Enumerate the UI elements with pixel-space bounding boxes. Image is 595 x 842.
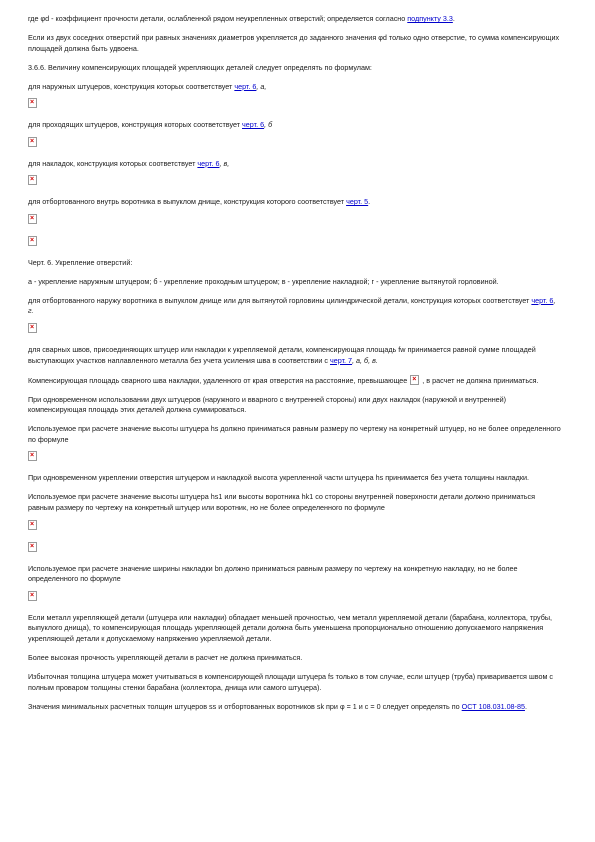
document-body (28, 14, 562, 720)
text: , а, б, в. (352, 355, 378, 365)
broken-image-icon: × (28, 542, 37, 552)
text: , а, (256, 81, 267, 91)
broken-image-icon: × (28, 323, 37, 333)
broken-image-icon: × (28, 214, 37, 224)
paragraph-min-thickness (28, 702, 562, 713)
text: . (524, 701, 527, 711)
text: для накладок, конструкция которых соответствует (28, 158, 196, 168)
link-drawing-7[interactable]: черт. 7 (329, 355, 353, 365)
text: , б (264, 120, 273, 130)
broken-image-icon: × (410, 375, 419, 385)
paragraph-nozzle-and-pad: При одновременном укреплении отверстия штуцером и накладкой высота укрепленной части штуцера hs принимается без учета толщины накладки. (28, 473, 530, 483)
paragraph-adjacent-holes: Если из двух соседних отверстий при равных значениях диаметров укрепляется до заданного значения φd только одно отверстие, то сумма компенсирующих площадей должна быть удвоена. (28, 32, 560, 53)
text: для сварных швов, присоединяющих штуцер или накладки к укрепляемой детали, компенсирующая площадь fw принимается равной сумме площадей выступающих участков наплавленного металла без учета усиления шва в соответствии с (28, 345, 536, 365)
paragraph-external-nozzles (28, 82, 562, 93)
paragraph-pad-weld-area (28, 375, 562, 387)
paragraph-clause-3-6-6: 3.6.6. Величину компенсирующих площадей укрепляющих деталей следует определять по формулам: (28, 62, 372, 72)
broken-image-icon: × (28, 451, 37, 461)
link-drawing-5[interactable]: черт. 5 (346, 197, 369, 207)
text: , в расчет не должна приниматься. (422, 375, 539, 385)
text: , г. (28, 295, 556, 316)
broken-image-icon: × (28, 175, 37, 185)
paragraph-pads (28, 159, 562, 170)
text: . (452, 14, 455, 23)
text: , в, (219, 158, 230, 168)
figure-legend: а - укрепление наружным штуцером; б - укрепление проходным штуцером; в - укрепление накладкой; г - укрепление вытянутой горловиной. (28, 276, 499, 286)
paragraph-through-nozzles (28, 120, 562, 131)
broken-image-icon: × (28, 591, 37, 601)
text: Компенсирующая площадь сварного шва накладки, удаленного от края отверстия на расстояние, превышающее (28, 375, 408, 385)
paragraph-phi-definition (28, 14, 562, 25)
text: . (368, 197, 371, 207)
paragraph-excess-thickness: Избыточная толщина штуцера может учитываться в компенсирующей площади штуцера fs только в том случае, если штуцер (труба) приваривается швом с полным проваром толщины стенки барабана (коллектора, днища или самого штуцера). (28, 671, 553, 692)
link-drawing-6[interactable]: черт. 6 (197, 158, 220, 168)
text: Значения минимальных расчетных толщин штуцеров ss и отбортованных воротников sk при φ = 1 и c = 0 следует определять по (28, 701, 460, 711)
paragraph-inward-collar (28, 197, 562, 208)
figure-caption-drawing-6: Черт. 6. Укрепление отверстий: (28, 257, 133, 267)
paragraph-nozzle-height: Используемое при расчете значение высоты штуцера hs должно приниматься равным размеру по чертежу на конкретный штуцер, но не более определенного по формуле (28, 424, 561, 444)
broken-image-icon: × (28, 236, 37, 246)
text: где φd - коэффициент прочности детали, ослабленной рядом неукрепленных отверстий; определяется согласно (28, 14, 406, 23)
paragraph-two-nozzles: При одновременном использовании двух штуцеров (наружного и вварного с внутренней стороны) или двух накладок (наружной и внутренней) компенсирующая площадь этих деталей должна суммироваться. (28, 394, 507, 415)
link-subclause-3-3[interactable]: подпункту 3.3 (407, 14, 453, 23)
paragraph-welds (28, 345, 562, 366)
paragraph-pad-width: Используемое при расчете значение ширины накладки bn должно приниматься равным размеру по чертежу на конкретную накладку, но не более определенного по формуле (28, 563, 518, 584)
paragraph-lower-strength: Если металл укрепляющей детали (штуцера или накладки) обладает меньшей прочностью, чем металл укрепляемой детали (барабана, коллектора, трубы, выпуклого днища), то компенсирующая площадь укрепляющей детали должна быть уменьшена пропорционально отношению допускаемого напряжения укрепляющей детали к допускаемому напряжению укрепляемой детали. (28, 612, 552, 643)
link-drawing-6[interactable]: черт. 6 (242, 120, 265, 130)
text: для наружных штуцеров, конструкция которых соответствует (28, 81, 233, 91)
text: для проходящих штуцеров, конструкция которых соответствует (28, 120, 241, 130)
link-ost-standard[interactable]: ОСТ 108.031.08-85 (461, 701, 525, 711)
text: для отбортованного внутрь воротника в выпуклом днище, конструкция которого соответствует (28, 197, 345, 207)
broken-image-icon: × (28, 137, 37, 147)
broken-image-icon: × (28, 98, 37, 108)
paragraph-outward-collar (28, 296, 562, 317)
paragraph-inner-height: Используемое при расчете значение высоты штуцера hs1 или высоты воротника hk1 со стороны внутренней поверхности детали должно приниматься равным размеру по чертежу на конкретный штуцер или воротник, но не более определенного по формуле (28, 492, 535, 512)
link-drawing-6[interactable]: черт. 6 (531, 295, 554, 305)
paragraph-higher-strength: Более высокая прочность укрепляющей детали в расчет не должна приниматься. (28, 652, 303, 662)
link-drawing-6[interactable]: черт. 6 (234, 81, 257, 91)
text: для отбортованного наружу воротника в выпуклом днище или для вытянутой горловины цилиндрической детали, конструкция которых соответствует (28, 295, 530, 305)
broken-image-icon: × (28, 520, 37, 530)
